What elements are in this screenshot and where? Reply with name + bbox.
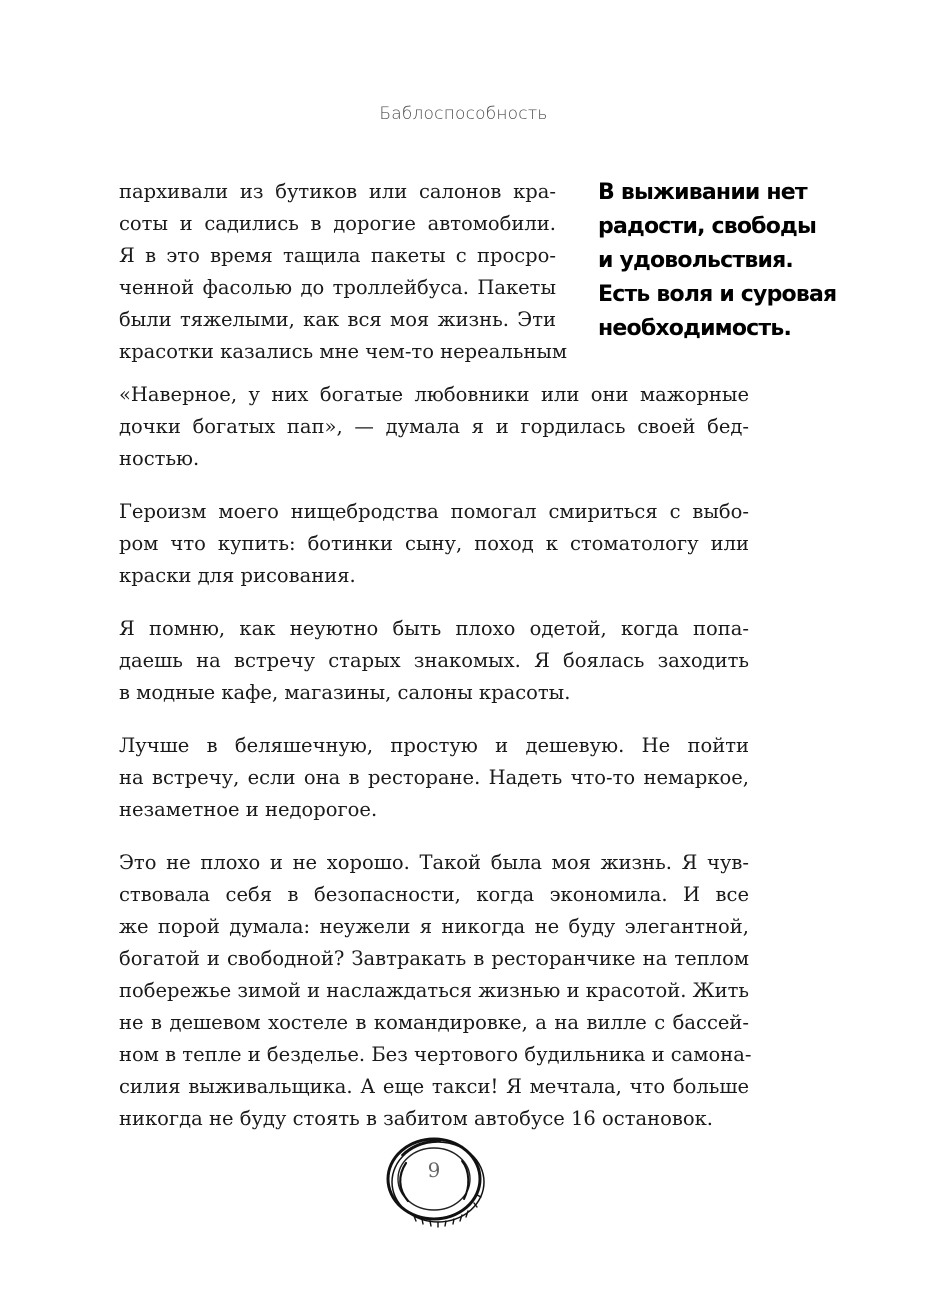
- text-line: никогда не буду стоять в забитом автобусе 16 остановок.: [119, 1107, 713, 1130]
- paragraph: [119, 730, 749, 826]
- pull-quote-line: Есть воля и суровая: [598, 282, 837, 307]
- pull-quote-line: и удовольствия.: [598, 248, 793, 273]
- text-line: красотки казались мне чем-то нереальным: [119, 340, 568, 363]
- text-line: были тяжелыми, как вся моя жизнь. Эти: [119, 308, 556, 331]
- text-line: в модные кафе, магазины, салоны красоты.: [119, 681, 571, 704]
- text-line: на встречу, если она в ресторане. Надеть что-то немаркое,: [119, 766, 749, 789]
- pull-quote: [598, 176, 898, 346]
- running-header: Баблоспособность: [379, 104, 548, 124]
- text-line: Я помню, как неуютно быть плохо одетой, когда попа-: [119, 617, 749, 640]
- text-line: Я в это время тащила пакеты с просро-: [119, 244, 556, 267]
- text-line: же порой думала: неужели я никогда не буду элегантной,: [119, 915, 749, 938]
- text-line: ном в тепле и безделье. Без чертового будильника и самона-: [119, 1043, 752, 1066]
- text-line: побережье зимой и наслаждаться жизнью и красотой. Жить: [119, 979, 749, 1002]
- text-line: ствовала себя в безопасности, когда экономила. И все: [119, 883, 749, 906]
- text-line: краски для рисования.: [119, 564, 356, 587]
- text-line: силия выживальщика. А еще такси! Я мечтала, что больше: [119, 1075, 749, 1098]
- paragraph: [119, 496, 749, 592]
- text-line: ром что купить: ботинки сыну, поход к стоматологу или: [119, 532, 749, 555]
- paragraph: [119, 379, 749, 475]
- column-text: [119, 176, 568, 368]
- text-line: пархивали из бутиков или салонов кра-: [119, 180, 556, 203]
- text-line: незаметное и недорогое.: [119, 798, 378, 821]
- text-line: «Наверное, у них богатые любовники или они мажорные: [119, 383, 749, 406]
- paragraph: [119, 847, 752, 1135]
- text-line: богатой и свободной? Завтракать в ресторанчике на теплом: [119, 947, 749, 970]
- text-line: ностью.: [119, 447, 200, 470]
- text-line: дочки богатых пап», — думала я и гордилась своей бед-: [119, 415, 749, 438]
- body-text: [119, 379, 752, 1156]
- pull-quote-line: радости, свободы: [598, 214, 817, 239]
- page-number: 9: [427, 1158, 441, 1182]
- text-line: не в дешевом хостеле в командировке, а на вилле с бассей-: [119, 1011, 749, 1034]
- pull-quote-line: В выживании нет: [598, 180, 807, 205]
- text-line: даешь на встречу старых знакомых. Я боялась заходить: [119, 649, 749, 672]
- text-line: ченной фасолью до троллейбуса. Пакеты: [119, 276, 556, 299]
- text-line: Это не плохо и не хорошо. Такой была моя жизнь. Я чув-: [119, 851, 749, 874]
- text-line: соты и садились в дорогие автомобили.: [119, 212, 556, 235]
- paragraph: [119, 613, 749, 709]
- text-line: Героизм моего нищебродства помогал смириться с выбо-: [119, 500, 749, 523]
- pull-quote-line: необходимость.: [598, 316, 792, 341]
- text-line: Лучше в беляшечную, простую и дешевую. Не пойти: [119, 734, 749, 757]
